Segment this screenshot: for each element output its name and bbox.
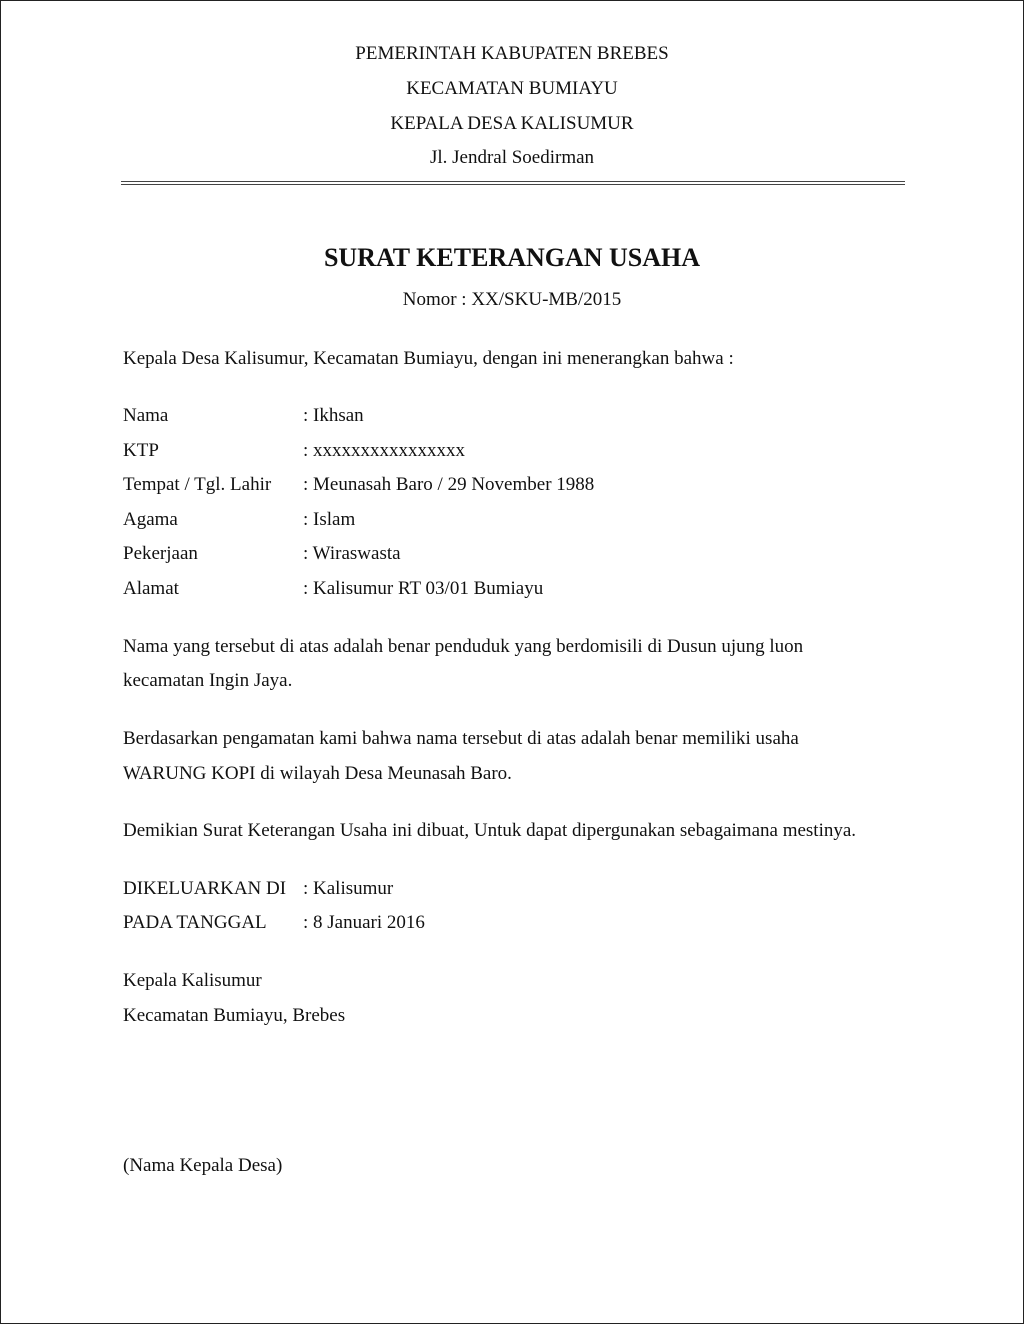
paragraph-business-line2: WARUNG KOPI di wilayah Desa Meunasah Baro. — [123, 763, 512, 784]
letter-number: Nomor : XX/SKU-MB/2015 — [402, 289, 622, 310]
field-label: Alamat — [123, 578, 179, 599]
header-divider-bottom — [121, 184, 905, 185]
paragraph-domicile-line2: kecamatan Ingin Jaya. — [123, 670, 293, 691]
header-government: PEMERINTAH KABUPATEN BREBES — [355, 43, 669, 64]
field-value: : Kalisumur RT 03/01 Bumiayu — [303, 578, 544, 599]
field-label: Tempat / Tgl. Lahir — [123, 474, 272, 495]
field-value: : Ikhsan — [303, 405, 364, 426]
header-village-head: KEPALA DESA KALISUMUR — [390, 113, 634, 134]
issued-value: : 8 Januari 2016 — [303, 912, 425, 933]
header-district: KECAMATAN BUMIAYU — [406, 78, 618, 99]
field-label: Agama — [123, 509, 178, 530]
field-value: : Wiraswasta — [303, 543, 401, 564]
paragraph-domicile-line1: Nama yang tersebut di atas adalah benar penduduk yang berdomisili di Dusun ujung luon — [123, 636, 804, 657]
paragraph-business-line1: Berdasarkan pengamatan kami bahwa nama tersebut di atas adalah benar memiliki usaha — [123, 728, 799, 749]
header-divider-top — [121, 181, 905, 182]
signature-location: Kecamatan Bumiayu, Brebes — [123, 1005, 346, 1026]
intro-text: Kepala Desa Kalisumur, Kecamatan Bumiayu, dengan ini menerangkan bahwa : — [123, 348, 734, 369]
field-value: : Meunasah Baro / 29 November 1988 — [303, 474, 595, 495]
field-label: KTP — [123, 440, 159, 461]
paragraph-closing: Demikian Surat Keterangan Usaha ini dibuat, Untuk dapat dipergunakan sebagaimana mestinya. — [123, 820, 857, 841]
signature-title: Kepala Kalisumur — [123, 970, 262, 991]
field-label: Nama — [123, 405, 169, 426]
field-label: Pekerjaan — [123, 543, 198, 564]
header-address: Jl. Jendral Soedirman — [429, 147, 595, 168]
issued-label: DIKELUARKAN DI — [123, 878, 287, 899]
issued-value: : Kalisumur — [303, 878, 394, 899]
letter-title: SURAT KETERANGAN USAHA — [323, 243, 701, 272]
field-value: : Islam — [303, 509, 356, 530]
signature-name: (Nama Kepala Desa) — [123, 1155, 283, 1176]
field-value: : xxxxxxxxxxxxxxxx — [303, 440, 466, 461]
issued-label: PADA TANGGAL — [123, 912, 267, 933]
